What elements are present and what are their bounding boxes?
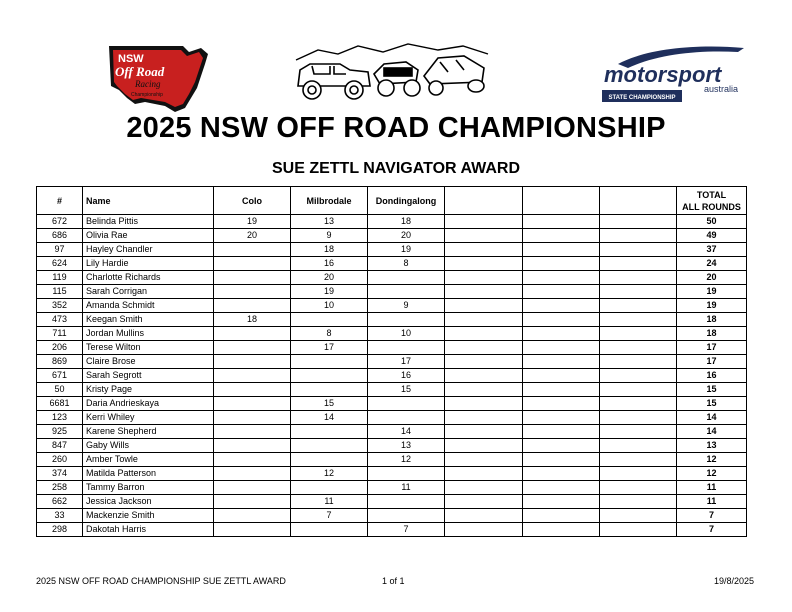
cell-total: 18 <box>677 313 747 327</box>
logo-text-off-road: Off Road <box>115 64 165 79</box>
cell-round-1 <box>214 411 291 425</box>
cell-name: Gaby Wills <box>83 439 214 453</box>
cell-round-2: 16 <box>291 257 368 271</box>
cell-name: Belinda Pittis <box>83 215 214 229</box>
cell-round-6 <box>600 369 677 383</box>
cell-total: 11 <box>677 481 747 495</box>
cell-number: 869 <box>37 355 83 369</box>
cell-name: Keegan Smith <box>83 313 214 327</box>
cell-total: 12 <box>677 453 747 467</box>
table-row <box>37 509 747 523</box>
cell-round-1 <box>214 271 291 285</box>
cell-round-5 <box>523 341 600 355</box>
cell-round-6 <box>600 509 677 523</box>
cell-round-2: 13 <box>291 215 368 229</box>
cell-round-5 <box>523 383 600 397</box>
cell-round-1 <box>214 285 291 299</box>
cell-round-1 <box>214 383 291 397</box>
cell-round-4 <box>445 397 523 411</box>
col-header-total-line2: ALL ROUNDS <box>682 201 741 212</box>
cell-round-3: 16 <box>368 369 445 383</box>
cell-total: 49 <box>677 229 747 243</box>
table-row <box>37 271 747 285</box>
table-row <box>37 523 747 537</box>
cell-round-5 <box>523 481 600 495</box>
cell-round-2: 10 <box>291 299 368 313</box>
cell-total: 24 <box>677 257 747 271</box>
cell-round-6 <box>600 341 677 355</box>
award-subtitle: SUE ZETTL NAVIGATOR AWARD <box>271 160 520 177</box>
table-row <box>37 327 747 341</box>
cell-round-1 <box>214 467 291 481</box>
cell-total: 15 <box>677 397 747 411</box>
cell-number: 671 <box>37 369 83 383</box>
cell-name: Mackenzie Smith <box>83 509 214 523</box>
table-row <box>37 453 747 467</box>
cell-round-2 <box>291 313 368 327</box>
cell-total: 12 <box>677 467 747 481</box>
cell-number: 624 <box>37 257 83 271</box>
cell-number: 50 <box>37 383 83 397</box>
cell-round-6 <box>600 439 677 453</box>
table-row <box>37 411 747 425</box>
cell-name: Sarah Corrigan <box>83 285 214 299</box>
cell-round-5 <box>523 229 600 243</box>
col-header-round-2: Milbrodale <box>291 187 368 215</box>
cell-round-2: 8 <box>291 327 368 341</box>
cell-name: Karene Shepherd <box>83 425 214 439</box>
cell-round-6 <box>600 453 677 467</box>
cell-total: 14 <box>677 425 747 439</box>
cell-number: 298 <box>37 523 83 537</box>
cell-round-6 <box>600 481 677 495</box>
cell-round-2: 7 <box>291 509 368 523</box>
table-row <box>37 397 747 411</box>
cell-name: Dakotah Harris <box>83 523 214 537</box>
logo-text-championship: Championship <box>131 92 163 98</box>
cell-round-5 <box>523 523 600 537</box>
col-header-name: Name <box>83 187 214 215</box>
table-row <box>37 467 747 481</box>
results-table <box>36 186 747 537</box>
cell-round-6 <box>600 495 677 509</box>
col-header-number: # <box>37 187 83 215</box>
cell-number: 847 <box>37 439 83 453</box>
cell-round-1 <box>214 355 291 369</box>
cell-name: Hayley Chandler <box>83 243 214 257</box>
cell-round-4 <box>445 327 523 341</box>
cell-round-6 <box>600 271 677 285</box>
cell-round-2 <box>291 481 368 495</box>
table-row <box>37 243 747 257</box>
table-row <box>37 299 747 313</box>
col-header-round-6 <box>600 187 677 215</box>
cell-round-5 <box>523 369 600 383</box>
cell-round-6 <box>600 327 677 341</box>
cell-total: 37 <box>677 243 747 257</box>
cell-round-4 <box>445 355 523 369</box>
cell-name: Charlotte Richards <box>83 271 214 285</box>
cell-round-5 <box>523 439 600 453</box>
cell-round-4 <box>445 523 523 537</box>
logo-text-state-championship: STATE CHAMPIONSHIP <box>608 95 676 101</box>
cell-round-6 <box>600 425 677 439</box>
cell-number: 473 <box>37 313 83 327</box>
cell-total: 50 <box>677 215 747 229</box>
cell-round-5 <box>523 495 600 509</box>
col-header-total-line1: TOTAL <box>696 189 727 200</box>
logo-text-racing: Racing <box>135 79 161 89</box>
cell-round-4 <box>445 411 523 425</box>
table-row <box>37 257 747 271</box>
cell-round-1 <box>214 509 291 523</box>
cell-round-3: 8 <box>368 257 445 271</box>
table-row <box>37 481 747 495</box>
trophy-truck-icon <box>424 56 484 95</box>
cell-round-3: 18 <box>368 215 445 229</box>
cell-round-5 <box>523 257 600 271</box>
table-row <box>37 229 747 243</box>
cell-number: 6681 <box>37 397 83 411</box>
cell-number: 711 <box>37 327 83 341</box>
cell-round-3: 13 <box>368 439 445 453</box>
cell-round-2 <box>291 369 368 383</box>
cell-round-5 <box>523 425 600 439</box>
cell-round-2: 11 <box>291 495 368 509</box>
cell-round-1 <box>214 481 291 495</box>
cell-name: Olivia Rae <box>83 229 214 243</box>
cell-round-4 <box>445 215 523 229</box>
cell-total: 19 <box>677 299 747 313</box>
cell-round-4 <box>445 229 523 243</box>
cell-round-2: 12 <box>291 467 368 481</box>
cell-round-4 <box>445 425 523 439</box>
cell-round-3 <box>368 397 445 411</box>
cell-round-3: 19 <box>368 243 445 257</box>
cell-round-6 <box>600 397 677 411</box>
cell-number: 206 <box>37 341 83 355</box>
four-wheel-drive-icon <box>298 64 370 99</box>
cell-name: Tammy Barron <box>83 481 214 495</box>
table-header-row <box>37 187 747 215</box>
cell-round-4 <box>445 313 523 327</box>
cell-name: Claire Brose <box>83 355 214 369</box>
cell-round-3: 10 <box>368 327 445 341</box>
footer-date: 19/8/2025 <box>713 576 754 586</box>
cell-round-1 <box>214 495 291 509</box>
table-row <box>37 313 747 327</box>
cell-round-2 <box>291 523 368 537</box>
cell-round-1 <box>214 425 291 439</box>
cell-round-5 <box>523 313 600 327</box>
table-row <box>37 341 747 355</box>
cell-round-5 <box>523 243 600 257</box>
cell-total: 13 <box>677 439 747 453</box>
cell-round-4 <box>445 285 523 299</box>
motorsport-australia-logo <box>598 42 748 104</box>
cell-round-3: 7 <box>368 523 445 537</box>
cell-round-1 <box>214 257 291 271</box>
cell-name: Terese Wilton <box>83 341 214 355</box>
cell-total: 17 <box>677 341 747 355</box>
cell-round-1: 19 <box>214 215 291 229</box>
page-title: 2025 NSW OFF ROAD CHAMPIONSHIP <box>126 112 666 144</box>
cell-round-3: 17 <box>368 355 445 369</box>
cell-round-2: 20 <box>291 271 368 285</box>
cell-number: 672 <box>37 215 83 229</box>
cell-round-5 <box>523 285 600 299</box>
cell-name: Matilda Patterson <box>83 467 214 481</box>
cell-total: 17 <box>677 355 747 369</box>
table-row <box>37 355 747 369</box>
cell-total: 14 <box>677 411 747 425</box>
cell-number: 662 <box>37 495 83 509</box>
footer-document-title: 2025 NSW OFF ROAD CHAMPIONSHIP SUE ZETTL AWARD <box>36 576 286 586</box>
cell-round-2: 9 <box>291 229 368 243</box>
cell-number: 686 <box>37 229 83 243</box>
cell-number: 258 <box>37 481 83 495</box>
cell-round-6 <box>600 523 677 537</box>
logo-text-motorsport: motorsport <box>604 62 722 87</box>
cell-round-2 <box>291 355 368 369</box>
cell-round-5 <box>523 509 600 523</box>
cell-round-3 <box>368 509 445 523</box>
cell-round-1 <box>214 243 291 257</box>
table-row <box>37 285 747 299</box>
cell-round-4 <box>445 341 523 355</box>
cell-name: Kristy Page <box>83 383 214 397</box>
cell-number: 97 <box>37 243 83 257</box>
cell-round-5 <box>523 453 600 467</box>
cell-round-6 <box>600 313 677 327</box>
cell-round-5 <box>523 271 600 285</box>
cell-total: 11 <box>677 495 747 509</box>
cell-round-1 <box>214 299 291 313</box>
cell-name: Kerri Whiley <box>83 411 214 425</box>
cell-round-5 <box>523 355 600 369</box>
cell-round-2: 19 <box>291 285 368 299</box>
cell-total: 20 <box>677 271 747 285</box>
cell-round-1 <box>214 439 291 453</box>
cell-round-6 <box>600 299 677 313</box>
table-row <box>37 383 747 397</box>
cell-round-5 <box>523 299 600 313</box>
cell-round-4 <box>445 439 523 453</box>
cell-name: Jordan Mullins <box>83 327 214 341</box>
cell-round-4 <box>445 271 523 285</box>
cell-round-4 <box>445 299 523 313</box>
cell-round-6 <box>600 243 677 257</box>
cell-round-1: 18 <box>214 313 291 327</box>
table-body <box>37 215 747 537</box>
buggy-icon <box>374 62 420 96</box>
table-row <box>37 369 747 383</box>
cell-round-4 <box>445 481 523 495</box>
cell-number: 374 <box>37 467 83 481</box>
cell-round-4 <box>445 509 523 523</box>
cell-round-2: 14 <box>291 411 368 425</box>
cell-round-4 <box>445 495 523 509</box>
cell-round-6 <box>600 215 677 229</box>
cell-round-6 <box>600 229 677 243</box>
cell-round-4 <box>445 257 523 271</box>
cell-round-2: 17 <box>291 341 368 355</box>
cell-round-3: 14 <box>368 425 445 439</box>
cell-number: 119 <box>37 271 83 285</box>
cell-number: 260 <box>37 453 83 467</box>
cell-number: 123 <box>37 411 83 425</box>
cell-name: Sarah Segrott <box>83 369 214 383</box>
cell-round-1 <box>214 327 291 341</box>
cell-round-3 <box>368 285 445 299</box>
cell-name: Amber Towle <box>83 453 214 467</box>
cell-round-3 <box>368 411 445 425</box>
cell-round-1 <box>214 397 291 411</box>
cell-round-6 <box>600 411 677 425</box>
cell-total: 7 <box>677 509 747 523</box>
cell-round-5 <box>523 397 600 411</box>
cell-total: 7 <box>677 523 747 537</box>
cell-round-2 <box>291 425 368 439</box>
cell-round-3 <box>368 341 445 355</box>
cell-round-2 <box>291 439 368 453</box>
cell-number: 925 <box>37 425 83 439</box>
cell-round-1 <box>214 523 291 537</box>
cell-round-1: 20 <box>214 229 291 243</box>
table-row <box>37 215 747 229</box>
cell-round-3: 15 <box>368 383 445 397</box>
cell-total: 15 <box>677 383 747 397</box>
cell-round-4 <box>445 369 523 383</box>
cell-round-6 <box>600 355 677 369</box>
cell-round-6 <box>600 285 677 299</box>
cell-round-5 <box>523 327 600 341</box>
table-row <box>37 495 747 509</box>
cell-total: 19 <box>677 285 747 299</box>
cell-round-3 <box>368 271 445 285</box>
cell-name: Lily Hardie <box>83 257 214 271</box>
cell-name: Daria Andrieskaya <box>83 397 214 411</box>
cell-round-2 <box>291 453 368 467</box>
cell-name: Jessica Jackson <box>83 495 214 509</box>
cell-round-4 <box>445 243 523 257</box>
cell-round-5 <box>523 411 600 425</box>
cell-total: 18 <box>677 327 747 341</box>
cell-round-3: 11 <box>368 481 445 495</box>
cell-round-2: 18 <box>291 243 368 257</box>
cell-round-6 <box>600 257 677 271</box>
col-header-total <box>677 187 747 215</box>
cell-round-1 <box>214 341 291 355</box>
cell-round-4 <box>445 467 523 481</box>
cell-name: Amanda Schmidt <box>83 299 214 313</box>
cell-round-4 <box>445 383 523 397</box>
cell-round-5 <box>523 215 600 229</box>
cell-round-2: 15 <box>291 397 368 411</box>
cell-round-3 <box>368 495 445 509</box>
cell-number: 352 <box>37 299 83 313</box>
table-row <box>37 425 747 439</box>
cell-round-3: 20 <box>368 229 445 243</box>
cell-number: 33 <box>37 509 83 523</box>
logo-text-nsw: NSW <box>118 53 144 65</box>
cell-round-2 <box>291 383 368 397</box>
col-header-round-3: Dondingalong <box>368 187 445 215</box>
cell-total: 16 <box>677 369 747 383</box>
footer-page-number: 1 of 1 <box>382 576 405 586</box>
off-road-vehicles-illustration <box>288 40 498 106</box>
cell-round-3: 12 <box>368 453 445 467</box>
nsw-off-road-racing-logo <box>105 42 210 116</box>
cell-round-3 <box>368 467 445 481</box>
cell-round-6 <box>600 383 677 397</box>
col-header-round-5 <box>523 187 600 215</box>
cell-number: 115 <box>37 285 83 299</box>
cell-round-4 <box>445 453 523 467</box>
col-header-round-1: Colo <box>214 187 291 215</box>
cell-round-3: 9 <box>368 299 445 313</box>
cell-round-3 <box>368 313 445 327</box>
logo-text-australia: australia <box>704 84 739 94</box>
table-row <box>37 439 747 453</box>
cell-round-6 <box>600 467 677 481</box>
cell-round-1 <box>214 453 291 467</box>
col-header-round-4 <box>445 187 523 215</box>
cell-round-1 <box>214 369 291 383</box>
cell-round-5 <box>523 467 600 481</box>
